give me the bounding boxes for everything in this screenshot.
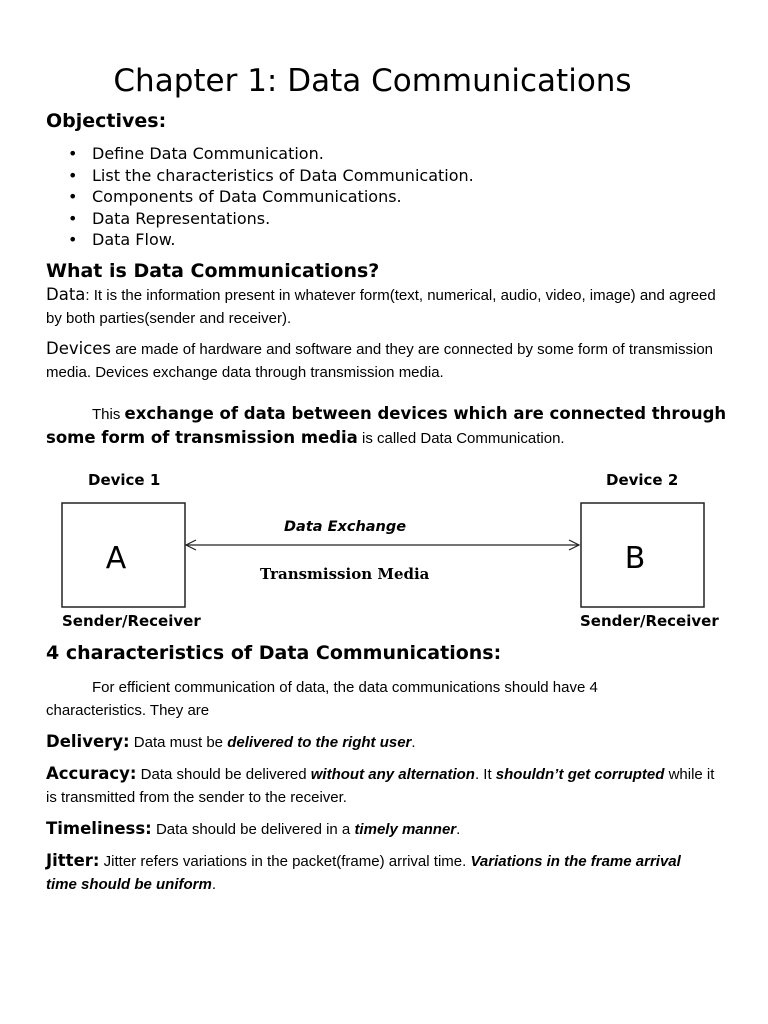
list-item: • Data Flow. [68, 230, 176, 249]
device2-label: Device 2 [606, 471, 679, 489]
device-b-letter: B [624, 541, 646, 576]
list-item: • Data Representations. [68, 208, 271, 228]
data-definition-paragraph: Data: It is the information present in whatever form(text, numerical, audio, video, image) and agreed by both parties(sender and receiver). [46, 285, 716, 327]
sender-receiver-label-1: Sender/Receiver [62, 612, 201, 630]
jitter-paragraph: Jitter: Jitter refers variations in the packet(frame) arrival time. Variations in the frame arrival time should be uniform. [46, 851, 681, 893]
data-exchange-label: Data Exchange [284, 519, 407, 535]
bullet-icon: • [68, 165, 78, 185]
sender-receiver-label-2: Sender/Receiver [580, 612, 719, 630]
list-item: • List the characteristics of Data Communication. [68, 165, 474, 185]
transmission-media-label: Transmission Media [260, 565, 430, 583]
section-heading-characteristics: 4 characteristics of Data Communications: [46, 642, 502, 664]
bullet-icon: • [68, 187, 78, 206]
data-communication-diagram [40, 462, 730, 637]
device1-label: Device 1 [88, 471, 161, 489]
definition-paragraph: This exchange of data between devices which are connected through some form of transmission media is called Data Communication. [46, 404, 727, 447]
device-a-letter: A [105, 541, 127, 576]
objectives-list [46, 143, 474, 251]
accuracy-paragraph: Accuracy: Data should be delivered without any alternation. It shouldn’t get corrupted while it is transmitted from the sender to the receiver. [46, 764, 715, 806]
objectives-heading: Objectives: [46, 110, 167, 132]
list-item: • Define Data Communication. [68, 144, 324, 163]
timeliness-paragraph: Timeliness: Data should be delivered in a timely manner. [46, 819, 461, 838]
bullet-icon: • [68, 144, 78, 163]
characteristics-intro: For efficient communication of data, the data communications should have 4 characteristics. They are [46, 679, 598, 719]
bullet-icon: • [68, 208, 78, 228]
page-title: Chapter 1: Data Communications [113, 62, 632, 99]
devices-paragraph: Devices are made of hardware and software and they are connected by some form of transmission media. Devices exchange data through transmission media. [46, 339, 714, 381]
delivery-paragraph: Delivery: Data must be delivered to the right user. [46, 732, 416, 751]
list-item: • Components of Data Communications. [68, 187, 402, 206]
bullet-icon: • [68, 230, 78, 249]
section-heading-what: What is Data Communications? [46, 260, 380, 282]
